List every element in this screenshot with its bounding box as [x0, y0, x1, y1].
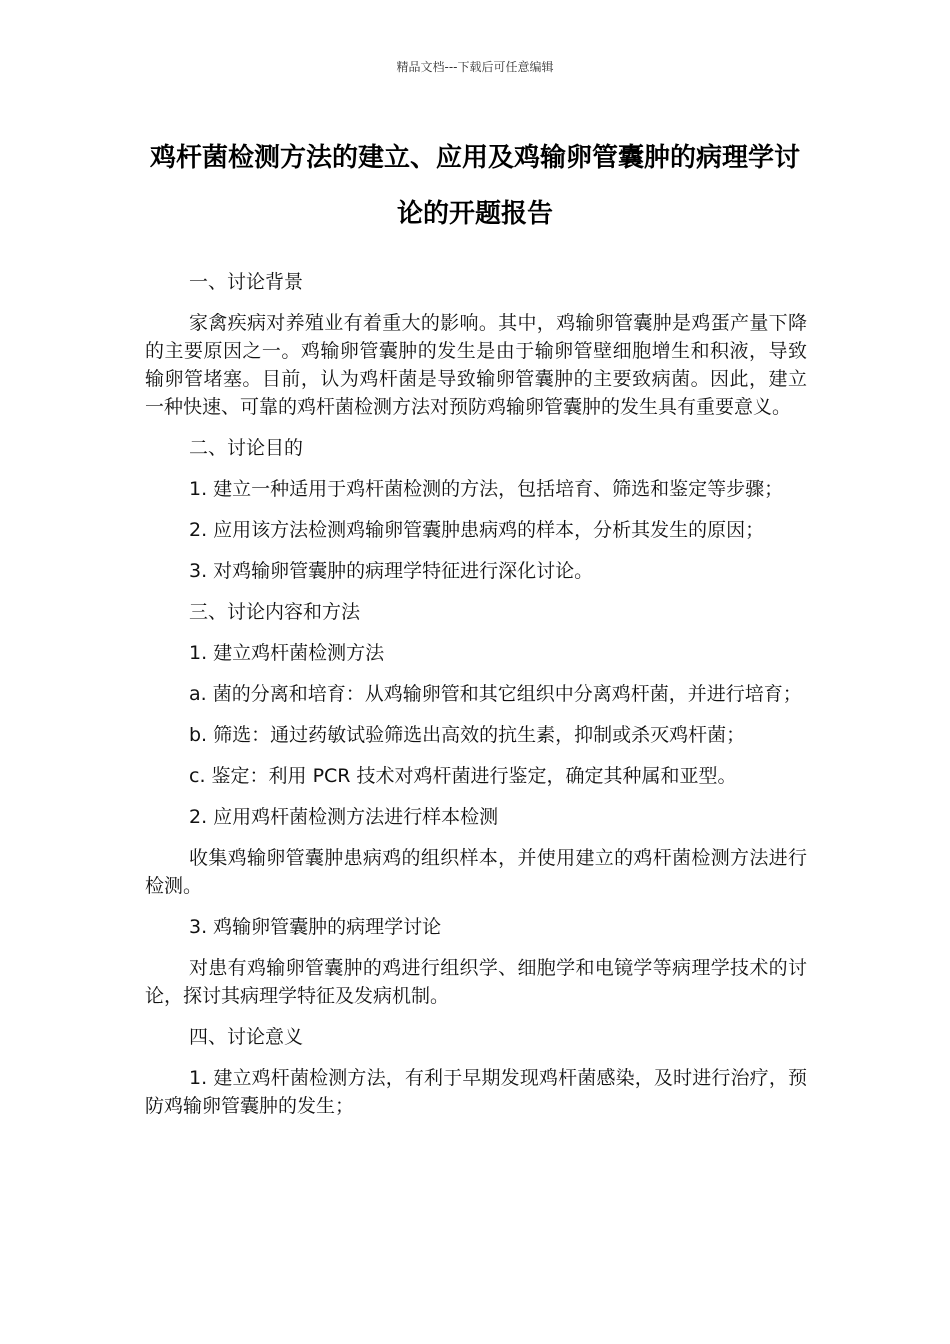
- list-item-method-c: c. 鉴定：利用 PCR 技术对鸡杆菌进行鉴定，确定其种属和亚型。: [189, 765, 737, 787]
- subheading-method-2: 2. 应用鸡杆菌检测方法进行样本检测: [189, 806, 499, 828]
- paragraph-method-3: 对患有鸡输卵管囊肿的鸡进行组织学、细胞学和电镜学等病理学技术的讨论，探讨其病理学特征及发病机制。: [145, 957, 807, 1007]
- header-note: 精品文档---下载后可任意编辑: [396, 60, 554, 74]
- document-title: 鸡杆菌检测方法的建立、应用及鸡输卵管囊肿的病理学讨论的开题报告: [149, 143, 800, 229]
- list-item-purpose-1: 1. 建立一种适用于鸡杆菌检测的方法，包括培育、筛选和鉴定等步骤；: [189, 478, 784, 500]
- list-item-purpose-2: 2. 应用该方法检测鸡输卵管囊肿患病鸡的样本，分析其发生的原因；: [189, 519, 765, 541]
- section-heading-background: 一、讨论背景: [189, 271, 304, 293]
- list-item-method-b: b. 筛选：通过药敏试验筛选出高效的抗生素，抑制或杀灭鸡杆菌；: [189, 724, 746, 746]
- subheading-method-1: 1. 建立鸡杆菌检测方法: [189, 642, 385, 664]
- paragraph-method-2: 收集鸡输卵管囊肿患病鸡的组织样本，并使用建立的鸡杆菌检测方法进行检测。: [145, 847, 807, 897]
- document-body: [145, 268, 807, 1133]
- subheading-method-3: 3. 鸡输卵管囊肿的病理学讨论: [189, 916, 442, 938]
- list-item-purpose-3: 3. 对鸡输卵管囊肿的病理学特征进行深化讨论。: [189, 560, 594, 582]
- paragraph-background: 家禽疾病对养殖业有着重大的影响。其中，鸡输卵管囊肿是鸡蛋产量下降的主要原因之一。鸡输卵管囊肿的发生是由于输卵管壁细胞增生和积液，导致输卵管堵塞。目前，认为鸡杆菌是导致输卵管囊肿的主要致病菌。因此，建立一种快速、可靠的鸡杆菌检测方法对预防鸡输卵管囊肿的发生具有重要意义。: [145, 312, 807, 418]
- list-item-method-a: a. 菌的分离和培育：从鸡输卵管和其它组织中分离鸡杆菌，并进行培育；: [189, 683, 802, 705]
- section-heading-content-methods: 三、讨论内容和方法: [189, 601, 361, 623]
- section-heading-purpose: 二、讨论目的: [189, 437, 304, 459]
- list-item-significance-1: 1. 建立鸡杆菌检测方法，有利于早期发现鸡杆菌感染，及时进行治疗，预防鸡输卵管囊肿的发生；: [145, 1067, 807, 1117]
- section-heading-significance: 四、讨论意义: [189, 1026, 304, 1048]
